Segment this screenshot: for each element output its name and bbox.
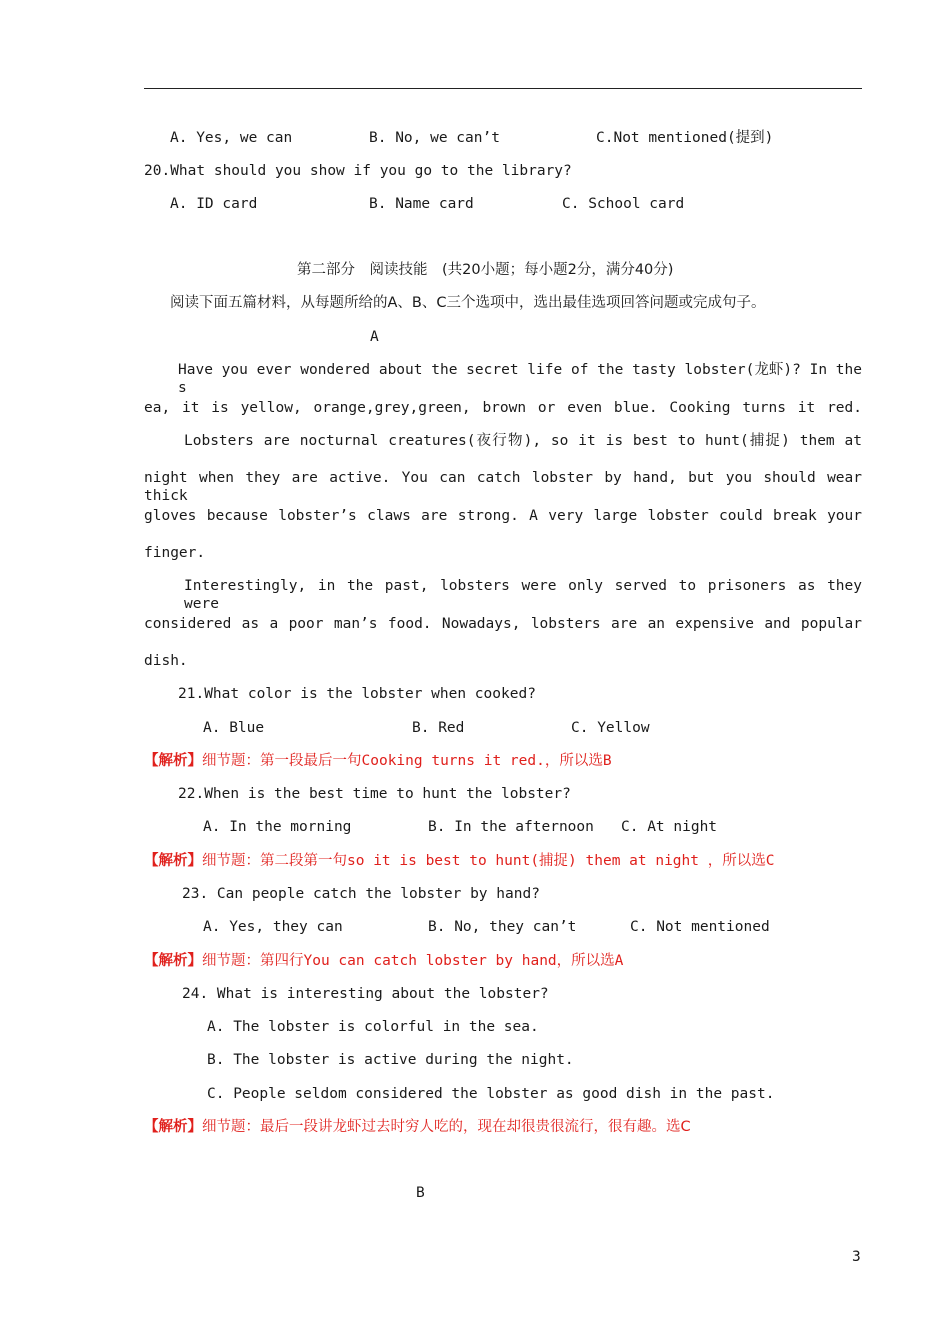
passage-a-line-2: ea, it is yellow, orange,grey,green, brown or even blue. Cooking turns it red.	[144, 400, 862, 416]
q20-stem: 20.What should you show if you go to the library?	[144, 163, 572, 179]
q24-analysis-text: 细节题：最后一段讲龙虾过去时穷人吃的，现在却很贵很流行，很有趣。选C	[202, 1119, 691, 1135]
q23-analysis-text: 细节题：第四行You can catch lobster by hand，所以选A	[202, 953, 624, 969]
part2-instruction: 阅读下面五篇材料，从每题所给的A、B、C三个选项中，选出最佳选项回答问题或完成句子。	[170, 295, 766, 311]
q23-option-b: B. No, they can’t	[428, 919, 577, 935]
q24-stem: 24. What is interesting about the lobster?	[182, 986, 549, 1002]
header-rule	[144, 88, 862, 89]
passage-a-line-5: gloves because lobster’s claws are strong. A very large lobster could break your	[144, 508, 862, 524]
q23-analysis	[144, 952, 623, 970]
q20-option-b: B. Name card	[369, 196, 474, 212]
q22-option-a: A. In the morning	[203, 819, 352, 835]
passage-a-line-7: Interestingly, in the past, lobsters were only served to prisoners as they were	[184, 578, 862, 612]
q19-option-c: C.Not mentioned(提到)	[596, 130, 774, 146]
q24-analysis-tag: 【解析】	[144, 1119, 202, 1135]
q23-option-c: C. Not mentioned	[630, 919, 770, 935]
q20-option-a: A. ID card	[170, 196, 258, 212]
passage-a-line-8: considered as a poor man’s food. Nowadays, lobsters are an expensive and popular	[144, 616, 862, 632]
passage-a-label: A	[370, 329, 379, 345]
passage-a-line-6: finger.	[144, 545, 206, 561]
q21-option-c: C. Yellow	[571, 720, 650, 736]
q23-stem: 23. Can people catch the lobster by hand?	[182, 886, 540, 902]
q24-option-c: C. People seldom considered the lobster as good dish in the past.	[207, 1086, 775, 1102]
q22-analysis-tag: 【解析】	[144, 853, 202, 869]
q23-analysis-tag: 【解析】	[144, 953, 202, 969]
passage-a-line-3: Lobsters are nocturnal creatures(夜行物), so it is best to hunt(捕捉) them at	[184, 433, 862, 449]
q22-analysis	[144, 852, 774, 870]
part2-title: 第二部分 阅读技能 (共20小题；每小题2分，满分40分)	[297, 262, 674, 278]
page-number: 3	[852, 1249, 861, 1265]
q21-analysis	[144, 752, 612, 770]
passage-b-label: B	[416, 1185, 425, 1201]
q22-stem: 22.When is the best time to hunt the lobster?	[178, 786, 571, 802]
q24-analysis	[144, 1118, 691, 1136]
q21-stem: 21.What color is the lobster when cooked?	[178, 686, 536, 702]
q23-option-a: A. Yes, they can	[203, 919, 343, 935]
q24-option-a: A. The lobster is colorful in the sea.	[207, 1019, 539, 1035]
q22-option-b: B. In the afternoon	[428, 819, 594, 835]
q20-option-c: C. School card	[562, 196, 685, 212]
passage-a-line-4: night when they are active. You can catch lobster by hand, but you should wear thick	[144, 470, 862, 504]
passage-a-line-1: Have you ever wondered about the secret life of the tasty lobster(龙虾)? In the s	[178, 362, 862, 396]
q22-option-c: C. At night	[621, 819, 718, 835]
q21-option-a: A. Blue	[203, 720, 265, 736]
q19-option-a: A. Yes, we can	[170, 130, 293, 146]
q21-analysis-text: 细节题：第一段最后一句Cooking turns it red.，所以选B	[202, 753, 612, 769]
q24-option-b: B. The lobster is active during the night.	[207, 1052, 574, 1068]
q21-analysis-tag: 【解析】	[144, 753, 202, 769]
q22-analysis-text: 细节题：第二段第一句so it is best to hunt(捕捉) them at night ，所以选C	[202, 853, 775, 869]
q21-option-b: B. Red	[412, 720, 465, 736]
passage-a-line-9: dish.	[144, 653, 188, 669]
q19-option-b: B. No, we can’t	[369, 130, 500, 146]
